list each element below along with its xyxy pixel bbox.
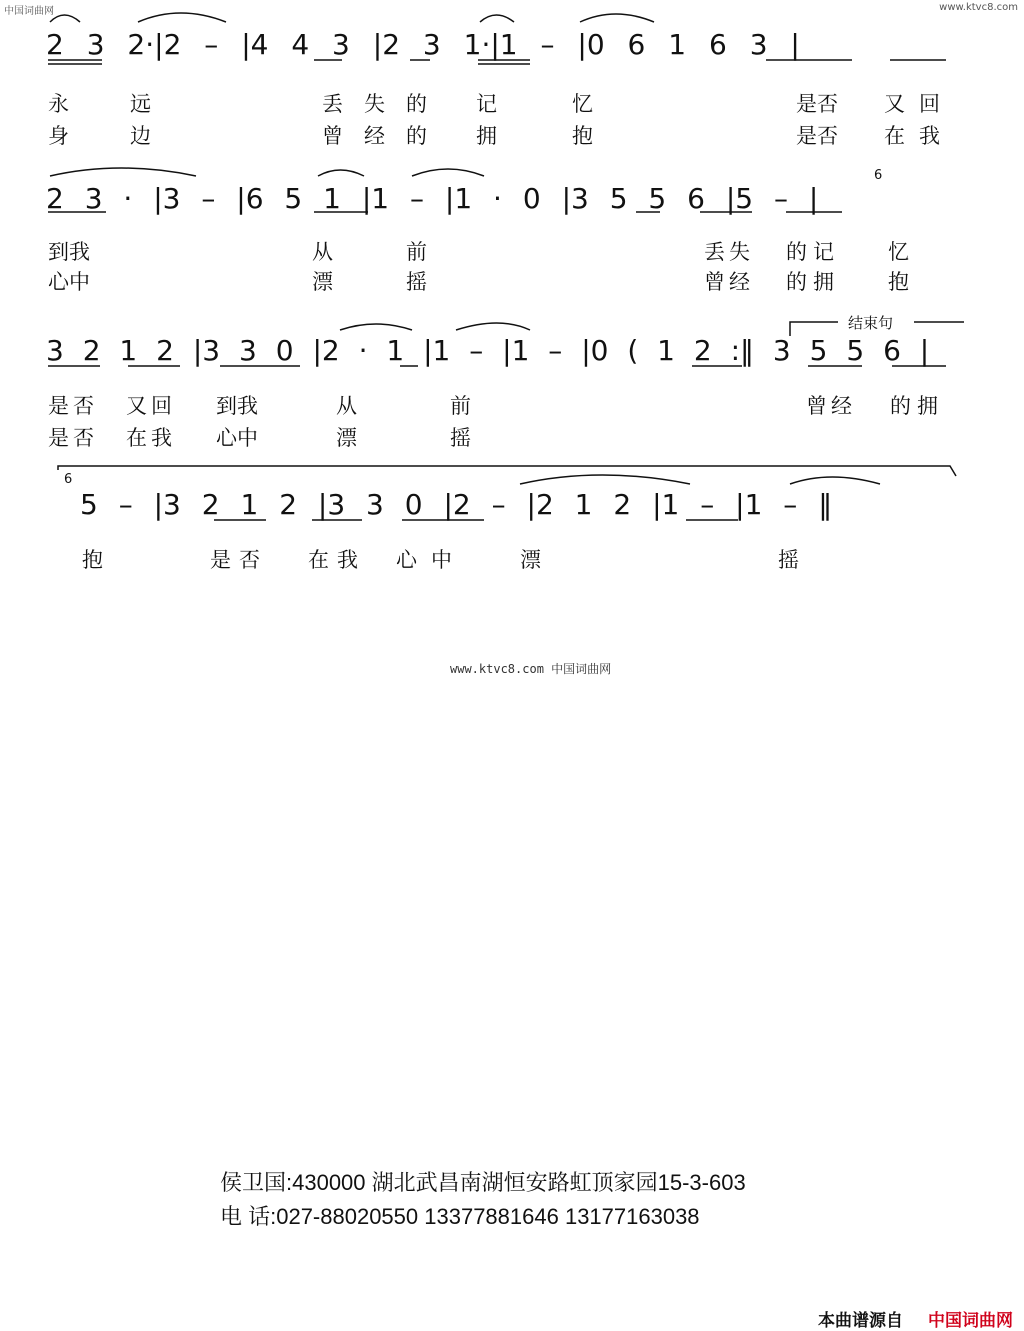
lyric: 从 — [312, 240, 333, 264]
lyric: 身 — [48, 124, 69, 148]
lyric: 丢失 — [704, 240, 754, 264]
lyric: 曾经 — [806, 394, 856, 418]
lyric: 是否 — [48, 426, 98, 450]
lyric: 又回 — [884, 92, 954, 116]
lyric: 丢 — [322, 92, 343, 116]
lyric: 是否 — [210, 548, 268, 572]
source-credit-label: 本曲谱源自 — [818, 1311, 903, 1330]
lyric: 心中 — [48, 270, 90, 294]
lyric: 的记 — [786, 240, 840, 264]
lyric: 远 — [130, 92, 151, 116]
superscript-six: 6 — [64, 472, 73, 487]
lyric: 心中 — [396, 548, 466, 572]
lyric: 到我 — [216, 394, 258, 418]
lyric: 的 — [406, 92, 427, 116]
lyric: 失 — [364, 92, 385, 116]
score-markings — [0, 0, 1024, 600]
lyric: 的拥 — [786, 270, 840, 294]
lyric: 到我 — [48, 240, 90, 264]
lyric: 摇 — [778, 548, 799, 572]
lyric: 曾 — [322, 124, 343, 148]
composer-address: 侯卫国:430000 湖北武昌南湖恒安路虹顶家园15-3-603 — [220, 1170, 746, 1195]
lyric: 抱 — [572, 124, 593, 148]
lyric: 抱 — [888, 270, 909, 294]
lyric: 经 — [364, 124, 385, 148]
lyric: 漂 — [312, 270, 333, 294]
lyric: 摇 — [450, 426, 471, 450]
lyric: 漂 — [520, 548, 541, 572]
lyric: 边 — [130, 124, 151, 148]
score-line-4-notes: 5 – |3 2 1 2 |3 3 0 |2 – |2 1 2 |1 – |1 – ‖ — [80, 488, 833, 521]
lyric: 是否 — [796, 92, 838, 116]
watermark-top-left: 中国词曲网 — [4, 6, 54, 17]
ending-label: 结束句 — [848, 314, 894, 332]
lyric: 的 — [406, 124, 427, 148]
lyric: 漂 — [336, 426, 357, 450]
lyric: 是否 — [48, 394, 98, 418]
lyric: 又回 — [126, 394, 176, 418]
lyric: 在我 — [126, 426, 176, 450]
lyric: 在我 — [884, 124, 954, 148]
lyric: 忆 — [572, 92, 593, 116]
lyric: 永 — [48, 92, 69, 116]
lyric: 前 — [406, 240, 427, 264]
score-line-3-notes: 3 2 1 2 |3 3 0 |2 · 1 |1 – |1 – |0 ( 1 2 :‖ 3 5 5 6 | — [46, 334, 930, 367]
lyric: 前 — [450, 394, 471, 418]
superscript-six: 6 — [874, 168, 883, 183]
lyric: 曾经 — [704, 270, 754, 294]
score-line-1-notes: 2 3 2·|2 – |4 4 3 |2 3 1·|1 – |0 6 1 6 3 | — [46, 28, 800, 61]
lyric: 在我 — [308, 548, 366, 572]
lyric: 是否 — [796, 124, 838, 148]
lyric: 的拥 — [890, 394, 944, 418]
lyric: 心中 — [216, 426, 258, 450]
lyric: 从 — [336, 394, 357, 418]
lyric: 拥 — [476, 124, 497, 148]
score-line-2-notes: 2 3 · |3 – |6 5 1 |1 – |1 · 0 |3 5 5 6 |5 – | — [46, 182, 819, 215]
lyric: 忆 — [888, 240, 909, 264]
lyric: 记 — [476, 92, 497, 116]
composer-phone: 电 话:027-88020550 13377881646 13177163038 — [220, 1204, 700, 1229]
watermark-center: www.ktvc8.com 中国词曲网 — [450, 662, 612, 676]
watermark-top-right: www.ktvc8.com — [939, 2, 1018, 13]
source-credit-link[interactable]: 中国词曲网 — [928, 1311, 1013, 1330]
lyric: 摇 — [406, 270, 427, 294]
lyric: 抱 — [82, 548, 103, 572]
